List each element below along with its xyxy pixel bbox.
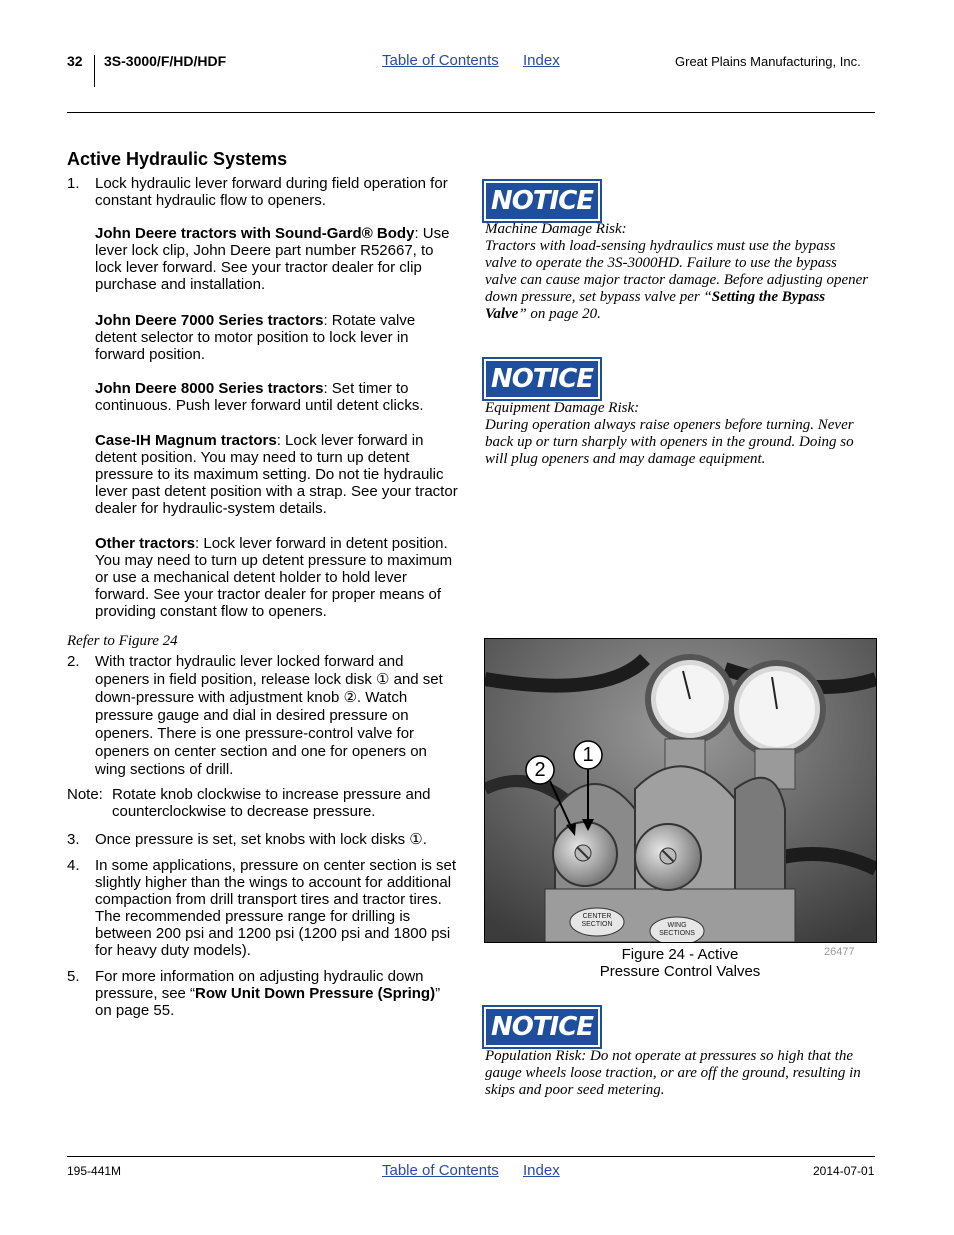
- population-risk-notice: Population Risk: Do not operate at pressures so high that the gauge wheels loose traction, or are off the ground, resulting in skips and poor seed metering.: [485, 1048, 861, 1098]
- page-number: 32: [67, 53, 83, 69]
- step-number: 5.: [67, 968, 80, 985]
- model-name: 3S-3000/F/HD/HDF: [104, 53, 227, 69]
- notice-badge: NOTICE: [484, 1007, 600, 1047]
- case-ih-paragraph: Case-IH Magnum tractors: Lock lever forward in detent position. You may need to turn up detent pressure to its maximum setting. Do not tie hydraulic lever past detent position with a strap. See your tractor dealer for hydraulic-system details.: [95, 432, 458, 517]
- figure-reference: Refer to Figure 24: [67, 633, 178, 649]
- doc-number: 195-441M: [67, 1164, 122, 1178]
- step-number: 4.: [67, 857, 80, 874]
- section-title: Active Hydraulic Systems: [67, 149, 288, 169]
- step-text: Once pressure is set, set knobs with lock disks ①.: [95, 831, 427, 848]
- step-text: With tractor hydraulic lever locked forward and openers in field position, release lock disk ① and set down-pressure with adjustment knob ②. Watch pressure gauge and dial in desired pressure on openers. There is one pressure-control valve for openers on center section and one for openers on wing sections of drill.: [95, 653, 443, 778]
- pressure-valves-photo: [484, 638, 877, 943]
- callout-1: 1: [582, 744, 594, 766]
- revision-date: 2014-07-01: [813, 1164, 875, 1178]
- notice-title: Equipment Damage Risk:: [485, 400, 640, 416]
- table-of-contents-link[interactable]: Table of Contents: [382, 52, 499, 69]
- wing-sections-label: WING SECTIONS: [659, 922, 695, 937]
- step-number: 3.: [67, 831, 80, 848]
- step-number: 1.: [67, 175, 80, 192]
- step-number: 2.: [67, 653, 80, 670]
- image-number: 26477: [824, 946, 855, 958]
- index-link[interactable]: Index: [523, 52, 560, 69]
- figure-caption: Figure 24 - Active Pressure Control Valves: [599, 946, 761, 980]
- note-text: Rotate knob clockwise to increase pressure and counterclockwise to decrease pressure.: [112, 786, 431, 820]
- jd-8000-paragraph: John Deere 8000 Series tractors: Set timer to continuous. Push lever forward until detent clicks.: [95, 380, 424, 414]
- header-rule: [67, 112, 875, 113]
- note-label: Note:: [67, 786, 103, 803]
- notice-badge: NOTICE: [484, 359, 600, 399]
- machine-damage-notice: Machine Damage Risk: Tractors with load-sensing hydraulics must use the bypass valve to operate the 3S-3000HD. Failure to use the bypass valve can cause major tractor damage. Before adjusting opener down pressure, set bypass valve per “Setting the Bypass Valve” on page 20.: [485, 221, 869, 322]
- jd-7000-paragraph: John Deere 7000 Series tractors: Rotate valve detent selector to motor position to lock lever in forward position.: [95, 312, 416, 363]
- footer-rule: [67, 1156, 875, 1157]
- step-text: For more information on adjusting hydraulic down pressure, see “Row Unit Down Pressure (Spring)” on page 55.: [95, 968, 441, 1019]
- other-tractors-paragraph: Other tractors: Lock lever forward in detent position. You may need to turn up detent pressure to maximum or use a mechanical detent holder to hold lever forward. See your tractor dealer for proper means of providing constant flow to openers.: [95, 535, 453, 620]
- step-text: Lock hydraulic lever forward during field operation for constant hydraulic flow to openers.: [95, 175, 448, 209]
- callout-2: 2: [534, 759, 546, 781]
- company-name: Great Plains Manufacturing, Inc.: [675, 54, 861, 69]
- step-text: In some applications, pressure on center section is set slightly higher than the wings to account for additional compaction from drill transport tires and tractor tires. The recommended pressure range for drilling is between 200 psi and 1200 psi (1200 psi and 1800 psi for heavy duty models).: [95, 857, 457, 959]
- notice-title: Population Risk:: [485, 1048, 587, 1064]
- center-section-label: CENTER SECTION: [581, 913, 613, 928]
- header-divider: [94, 55, 95, 87]
- footer-table-of-contents-link[interactable]: Table of Contents: [382, 1162, 499, 1179]
- notice-badge: NOTICE: [484, 181, 600, 221]
- footer-index-link[interactable]: Index: [523, 1162, 560, 1179]
- jd-soundgard-paragraph: John Deere tractors with Sound-Gard® Body: Use lever lock clip, John Deere part number R52667, to lock lever forward. See your tractor dealer for clip purchase and installation.: [95, 225, 450, 293]
- notice-title: Machine Damage Risk:: [485, 221, 627, 237]
- equipment-damage-notice: Equipment Damage Risk: During operation always raise openers before turning. Never back up or turn sharply with openers in the ground. Doing so will plug openers and may damage equipment.: [485, 400, 854, 467]
